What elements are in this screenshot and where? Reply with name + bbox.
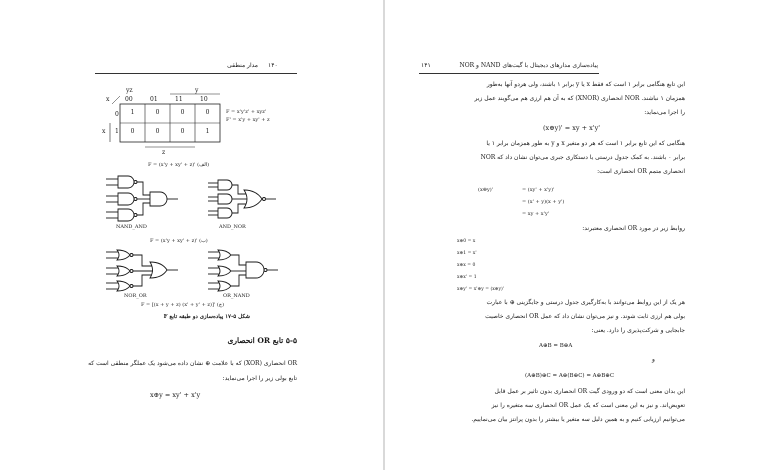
body-paragraph-line: جابجایی و شرکت‌پذیری را دارد. یعنی: (591, 327, 685, 334)
kmap-row-header: 1 (115, 128, 119, 135)
or-nand-circuit (208, 250, 278, 291)
derivation-lhs: (x⊕y)' (478, 187, 494, 193)
nand-and-circuit (106, 176, 178, 221)
kmap-cell: 0 (180, 128, 185, 135)
kmap-cell: 1 (205, 128, 210, 135)
label-nor-or: NOR_OR (124, 293, 147, 299)
kmap-cell: 0 (205, 109, 210, 116)
kmap-equation-fprime: F' = x'y + xy' + z (226, 117, 270, 123)
kmap-cell: 1 (130, 109, 135, 116)
page-number: ۱۴۰ (268, 62, 278, 69)
and-nor-circuit (208, 180, 276, 218)
xor-formula: x⊕y = xy' + x'y (150, 391, 201, 399)
gate-circuits (0, 0, 383, 470)
conjunction-and: و (652, 356, 655, 363)
body-paragraph-line: همزمان ۱ نباشند. NOR انحصاری (XNOR) که به آن هم ارزی هم می‌گویند عمل زیر (474, 95, 685, 102)
derivation-line: = xy + x'y' (522, 211, 550, 217)
relation-item: x⊕x = 0 (457, 263, 476, 268)
label-nand-and: NAND_AND (116, 224, 147, 230)
kmap-col-header: 01 (150, 96, 158, 103)
kmap-var-y: y (195, 87, 199, 94)
kmap-equation-f: F = x'y'z' + xyz' (226, 109, 267, 115)
kmap-cell: 0 (130, 128, 135, 135)
commutative-formula: A⊕B = B⊕A (539, 343, 573, 349)
derivation-line: = (xy' + x'y)' (522, 187, 555, 193)
caption-c: F = [(x + y + z) (x' + y' + z)]' (ج) (141, 302, 225, 308)
associative-formula: (A⊕B)⊕C = A⊕(B⊕C) = A⊕B⊕C (525, 373, 615, 379)
body-paragraph-line: می‌توانیم ارزیابی کنیم و به همین دلیل سه متغیر یا بیشتر را بدون پرانتز بیان می‌نماییم. (471, 416, 685, 423)
relation-item: x⊕1 = x' (457, 251, 477, 256)
body-paragraph-line: این بدان معنی است که دو ورودی گیت OR انحصاری بدون تاثیر بر عمل قابل (494, 388, 685, 395)
body-paragraph-line: برابر ۰ باشند. به کمک جدول درستی یا دستکاری جبری می‌توان نشان داد که NOR (480, 154, 685, 161)
body-paragraph-line: این تابع هنگامی برابر ۱ است که فقط x یا y برابر ۱ باشند، ولی هردو آنها به‌طور (486, 81, 685, 88)
kmap-col-header: 00 (125, 96, 133, 103)
body-paragraph-line: انحصاری متمم OR انحصاری است: (597, 168, 685, 175)
left-page (0, 0, 383, 470)
right-page (385, 0, 768, 470)
body-paragraph-line: تعویض‌اند. و نیز به این معنی است که یک عمل OR انحصاری سه متغیره را نیز (491, 402, 685, 409)
body-paragraph-line: OR انحصاری (XOR) که با علامت ⊕ نشان داده می‌شود یک عملگر منطقی است که (88, 360, 297, 367)
xnor-formula: (x⊕y)' = xy + x'y' (543, 124, 601, 132)
figure-caption: شکل ۵-۱۷ پیاده‌سازی دو طبقه تابع F (163, 314, 250, 320)
kmap-col-header: 11 (175, 96, 183, 103)
running-title: پیاده‌سازی مدارهای دیجیتال با گیت‌های NAND و NOR (459, 62, 598, 69)
body-paragraph-line: هر یک از این روابط می‌توانند با به‌کارگیری جدول درستی و جایگزینی ⊕ با عبارت (486, 299, 685, 306)
relation-item: x⊕x' = 1 (457, 275, 477, 280)
header-rule (419, 73, 599, 74)
kmap-cell: 0 (155, 109, 160, 116)
kmap-row-header: 0 (115, 111, 119, 118)
body-paragraph-line: هنگامی که این تابع برابر ۱ است که هر دو متغیر x و y به طور همزمان برابر ۱ یا (486, 140, 685, 147)
body-paragraph-line: تابع بولی زیر را اجرا می‌نماید: (222, 375, 297, 382)
kmap-col-header: 10 (200, 96, 208, 103)
relation-item: x⊕0 = x (457, 239, 476, 244)
label-and-nor: AND_NOR (219, 224, 246, 230)
derivation-line: = (x' + y)(x + y') (522, 199, 565, 205)
caption-b: F = (x'y + xy' + z)' (ب) (150, 238, 208, 244)
relation-item: x⊕y' = x'⊕y = (x⊕y)' (457, 287, 505, 292)
running-title: مدار منطقی (227, 62, 258, 69)
kmap-var-yz: yz (126, 87, 133, 94)
body-paragraph-line: را اجرا می‌نماید: (644, 109, 685, 116)
nor-or-circuit (106, 250, 178, 291)
kmap-cell: 0 (180, 109, 185, 116)
kmap-cell: 0 (155, 128, 160, 135)
body-paragraph-line: بولی هم ارزی ثابت شوند. و نیز می‌توان نشان داد که عمل OR انحصاری خاصیت (485, 313, 685, 320)
relations-title: روابط زیر در مورد OR انحصاری معتبرند: (582, 225, 685, 232)
kmap-var-x-side: x (102, 128, 106, 135)
section-title: ۵-۵ تابع OR انحصاری (227, 336, 297, 345)
kmap-var-x-top: x (106, 96, 110, 103)
caption-a: F = (x'y + xy' + z)' (الف) (148, 162, 210, 168)
page-number: ۱۴۱ (421, 62, 431, 69)
label-or-nand: OR_NAND (223, 293, 250, 299)
kmap-var-z: z (162, 149, 166, 156)
